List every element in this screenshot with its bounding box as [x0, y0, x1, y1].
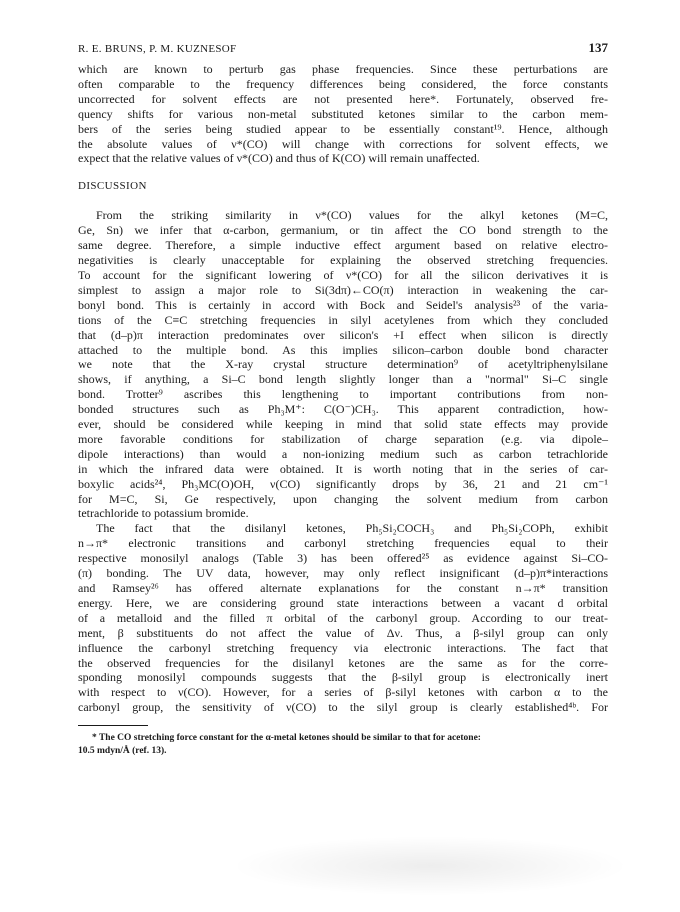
text-line: the absolute values of ν*(CO) will change with corrections for solvent effects, we: [78, 136, 608, 151]
text-line: which are known to perturb gas phase frequencies. Since these perturbations are: [78, 62, 608, 76]
text-line: in which the infrared data were obtained. It is worth noting that in the series of car-: [78, 461, 608, 476]
text-line: simplest to assign a major role to Si(3dπ)←CO(π) interaction in weakening the car-: [78, 282, 608, 297]
text-line: that (d–p)π interaction predominates over silicon's +I effect when silicon is directly: [78, 327, 608, 342]
text-line: expect that the relative values of ν*(CO) and thus of K(CO) will remain unaffected.: [78, 151, 480, 166]
text-line: attached to the multiple bond. As this implies silicon–carbon double bond character: [78, 342, 608, 357]
discussion-paragraph-2: [78, 521, 608, 715]
intro-paragraph: [78, 62, 608, 166]
text-line: respective monosilyl analogs (Table 3) has been offered²⁵ as evidence against Si–CO-: [78, 551, 608, 566]
footnote: [78, 732, 608, 758]
text-line: and Ramsey²⁶ has offered alternate explanations for the constant n→π* transition: [78, 581, 608, 595]
text-line: often comparable to the frequency differences being considered, the force constants: [78, 76, 608, 91]
text-line: influence the carbonyl stretching frequency via electronic interactions. The fact that: [78, 640, 608, 655]
text-line: The fact that the disilanyl ketones, Ph₅Si₂COCH₃ and Ph₅Si₂COPh, exhibit: [96, 521, 608, 536]
running-head-authors: R. E. BRUNS, P. M. KUZNESOF: [78, 43, 237, 55]
text-line: (π) bonding. The UV data, however, may only reflect insignificant (d–p)π*interactions: [78, 566, 608, 581]
text-line: * The CO stretching force constant for the α-metal ketones should be similar to that for acetone:: [92, 733, 481, 744]
scan-smudge: [230, 836, 630, 896]
text-line: the observed frequencies for the disilanyl ketones are the same as for the corre-: [78, 655, 608, 670]
text-line: bers of the series being studied appear to be essentially constant¹⁹. Hence, although: [78, 121, 608, 136]
text-line: ever, should be considered while keeping in mind that solid state effects may provide: [78, 417, 608, 432]
text-line: carbonyl group, the sensitivity of ν(CO) to the silyl group is clearly established⁴ᵇ. For: [78, 700, 608, 715]
text-line: sponding monosilyl compounds suggests that the β-silyl group is electronically inert: [78, 670, 608, 685]
text-line: Ge, Sn) we infer that α-carbon, germanium, or tin affect the CO bond strength to the: [78, 223, 608, 238]
text-line: we note that the X-ray crystal structure determination⁹ of acetyltriphenylsilane: [78, 357, 608, 372]
text-line: boxylic acids²⁴, Ph₃MC(O)OH, ν(CO) significantly drops by 36, 21 and 21 cm⁻¹: [78, 476, 608, 491]
text-line: shows, if anything, a Si–C bond length slightly longer than a "normal" Si–C single: [78, 372, 608, 387]
text-line: uncorrected for solvent effects are not presented here*. Fortunately, observed fre-: [78, 91, 608, 106]
text-line: tetrachloride to potassium bromide.: [78, 506, 249, 521]
text-line: To account for the significant lowering of ν*(CO) for all the silicon derivatives it is: [78, 267, 608, 282]
section-heading: DISCUSSION: [78, 180, 147, 193]
footnote-rule: [78, 725, 148, 726]
text-line: same degree. Therefore, a simple inductive effect argument based on relative electro-: [78, 238, 608, 253]
page: [78, 40, 608, 758]
text-line: bond. Trotter⁹ ascribes this lengthening to important contributions from non-: [78, 387, 608, 402]
text-line: for M=C, Si, Ge respectively, upon changing the solvent medium from carbon: [78, 491, 608, 506]
text-line: From the striking similarity in ν*(CO) values for the alkyl ketones (M=C,: [96, 208, 608, 223]
page-number: 137: [588, 40, 608, 55]
text-line: negativities is clearly unacceptable for explaining the observed stretching frequencies.: [78, 253, 608, 268]
text-line: 10.5 mdyn/Å (ref. 13).: [78, 746, 167, 757]
text-line: with respect to ν(CO). However, for a series of β-silyl ketones with carbon α to the: [78, 685, 608, 700]
text-line: ment, β substituents do not affect the value of Δν. Thus, a β-silyl group can only: [78, 625, 608, 640]
text-line: bonyl bond. This is certainly in accord with Bock and Seidel's analysis²³ of the varia-: [78, 297, 608, 312]
text-line: energy. Here, we are considering ground state interactions between a vacant d orbital: [78, 595, 608, 610]
text-line: n→π* electronic transitions and carbonyl stretching frequencies equal to their: [78, 536, 608, 551]
text-line: more favorable conditions for stabilization of charge separation (e.g. via dipole–: [78, 431, 608, 446]
text-line: tions of the C≡C stretching frequencies in silyl acetylenes from which they concluded: [78, 312, 608, 327]
text-line: quency shifts for various non-metal substituted ketones similar to the carbon mem-: [78, 106, 608, 121]
text-line: dipole interactions) than would a non-ionizing medium such as carbon tetrachloride: [78, 446, 608, 461]
running-head: [78, 40, 608, 62]
text-line: of a metalloid and the filled π orbital of the carbonyl group. According to our treat-: [78, 610, 608, 625]
text-line: bonded structures such as Ph₃M⁺: C(O⁻)CH₃. This apparent contradiction, how-: [78, 402, 608, 417]
discussion-paragraph-1: [78, 208, 608, 521]
